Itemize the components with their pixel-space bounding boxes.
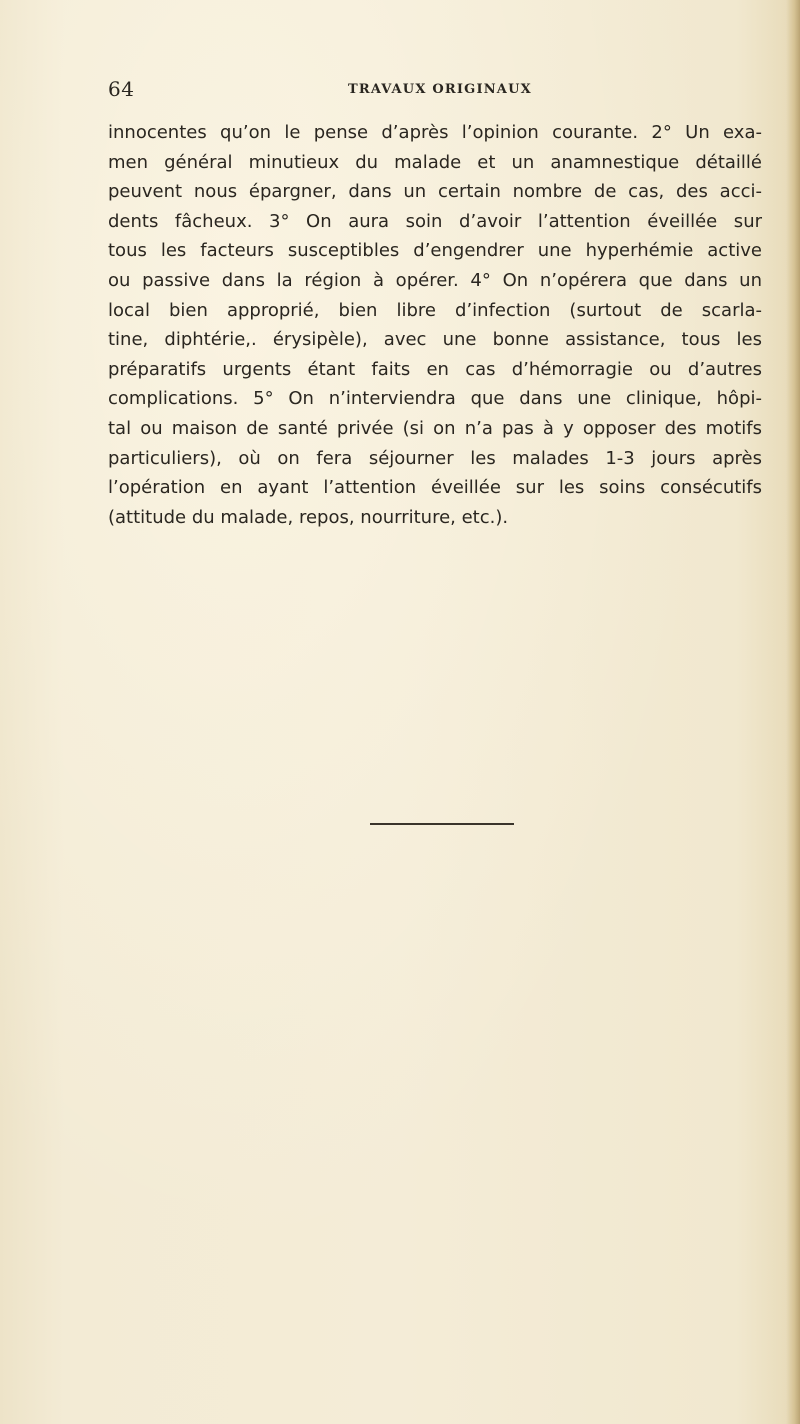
text-line: l’opération en ayant l’attention éveillée sur les soins consécutifs (108, 477, 762, 499)
text-line: men général minutieux du malade et un anamnestique détaillé (108, 151, 762, 173)
section-divider (370, 823, 514, 825)
page-number: 64 (108, 77, 135, 101)
text-line: innocentes qu’on le pense d’après l’opinion courante. 2° Un exa- (108, 122, 762, 143)
text-line: complications. 5° On n’interviendra que dans une clinique, hôpi- (108, 388, 762, 410)
text-line: dents fâcheux. 3° On aura soin d’avoir l’attention éveillée sur (108, 210, 762, 232)
text-line: peuvent nous épargner, dans un certain nombre de cas, des acci- (108, 181, 762, 203)
page-edge-shadow (786, 0, 800, 1424)
text-line: particuliers), où on fera séjourner les malades 1-3 jours après (108, 447, 762, 469)
page-header (108, 78, 760, 104)
text-line: tine, diphtérie,. érysipèle), avec une bonne assistance, tous les (108, 329, 762, 351)
running-title: TRAVAUX ORIGINAUX (348, 82, 532, 97)
body-paragraph (108, 118, 762, 532)
text-line: (attitude du malade, repos, nourriture, etc.). (108, 506, 509, 528)
text-line: tal ou maison de santé privée (si on n’a pas à y opposer des motifs (108, 417, 762, 439)
text-line: tous les facteurs susceptibles d’engendrer une hyperhémie active (108, 240, 762, 262)
text-line: ou passive dans la région à opérer. 4° On n’opérera que dans un (108, 269, 762, 291)
text-line: préparatifs urgents étant faits en cas d’hémorragie ou d’autres (108, 358, 762, 380)
text-line: local bien approprié, bien libre d’infection (surtout de scarla- (108, 299, 762, 321)
